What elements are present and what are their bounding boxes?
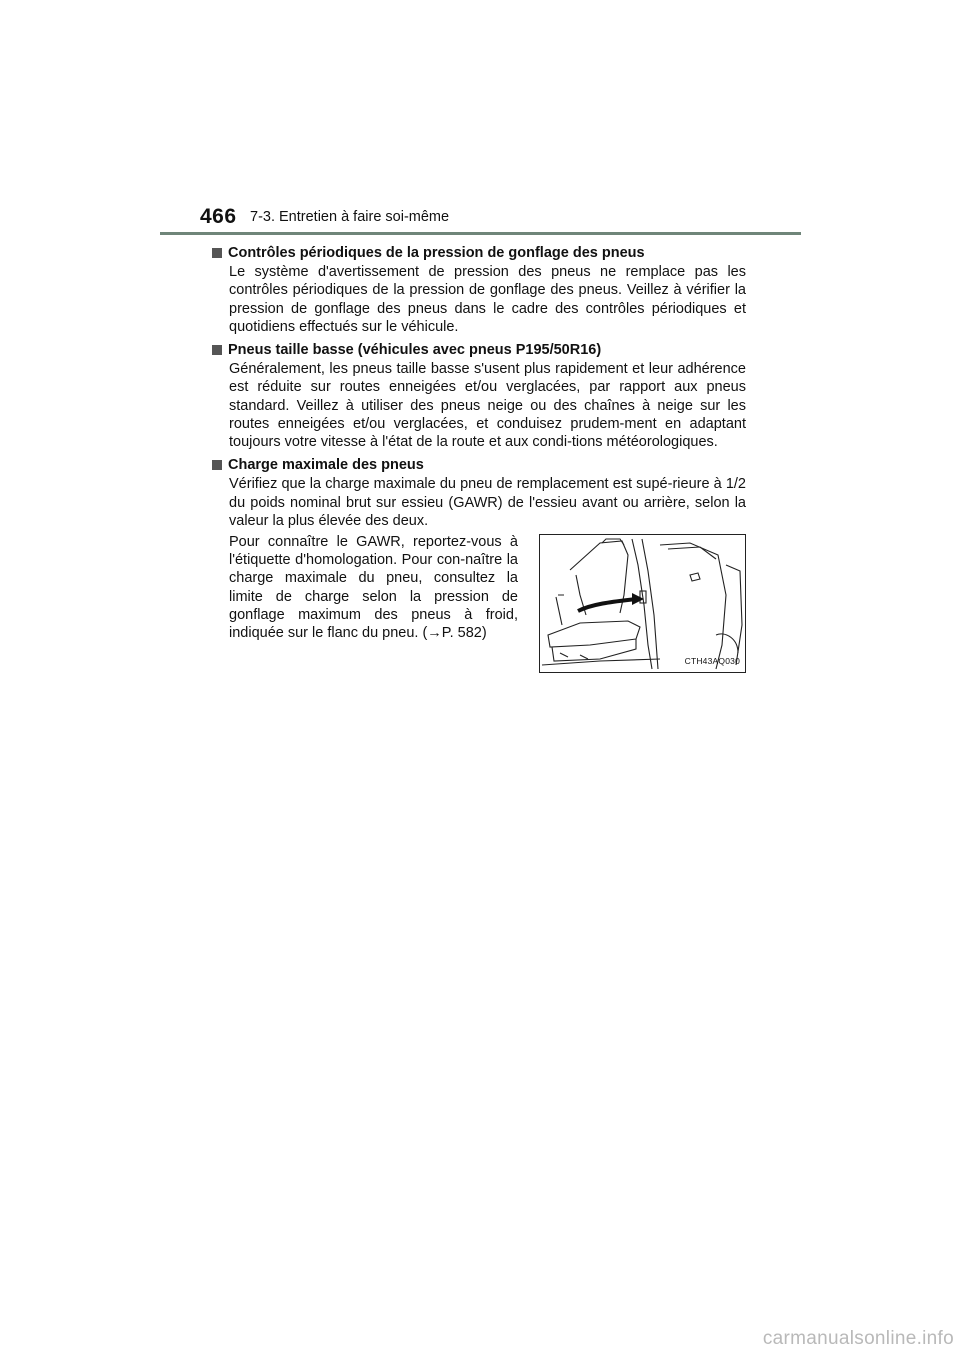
square-bullet-icon [212,345,222,355]
page-number: 466 [200,205,237,228]
watermark: carmanualsonline.info [762,1328,954,1349]
section-body: Vérifiez que la charge maximale du pneu de remplacement est supé-rieure à 1/2 du poids nominal brut sur essieu (GAWR) de l'essieu avant ou arrière, selon la valeur la plus élevée des deux. [229,476,746,529]
section-body: Généralement, les pneus taille basse s'usent plus rapidement et leur adhérence est réduite sur routes enneigées et/ou verglacées, par rapport aux pneus standard. Veillez à utiliser des pneus neige ou des chaînes à neige sur les routes enneigées et/ou verglacées, et conduisez prudem-ment en adaptant toujours votre vitesse à l'état de la route et aux condi-tions météorologiques. [229,361,746,451]
square-bullet-icon [212,248,222,258]
section-title-text: Pneus taille basse (véhicules avec pneus P195/50R16) [228,342,602,359]
text-and-figure [211,533,746,673]
chapter-title: 7-3. Entretien à faire soi-même [250,209,450,225]
section-title [211,456,746,474]
section-title-text: Contrôles périodiques de la pression de gonflage des pneus [228,245,645,261]
section-title [211,244,746,262]
section-max-load [211,456,746,673]
section-title-text: Charge maximale des pneus [228,457,424,474]
section-body: Le système d'avertissement de pression des pneus ne remplace pas les contrôles périodiques de la pression de gonflage des pneus. Veillez à vérifier la pression de gonflage des pneus dans le cadre des contrôles périodiques et quotidiens effectués sur le véhicule. [229,264,746,335]
header-rule [160,232,801,235]
figure-code: CTH43AQ030 [684,655,740,666]
square-bullet-icon [212,460,222,470]
certification-label-illustration [539,534,746,673]
section-title [211,341,746,359]
section-low-profile-tires [211,341,746,451]
page-content [211,244,746,678]
section-pressure-checks [211,244,746,336]
gawr-instructions: Pour connaître le GAWR, reportez-vous à l'étiquette d'homologation. Pour con-naître la charge maximale du pneu, consultez la limite de charge selon la pression de gonflage maximum des pneus à froid, indiquée sur le flanc du pneu. (→P. 582) [229,534,518,642]
